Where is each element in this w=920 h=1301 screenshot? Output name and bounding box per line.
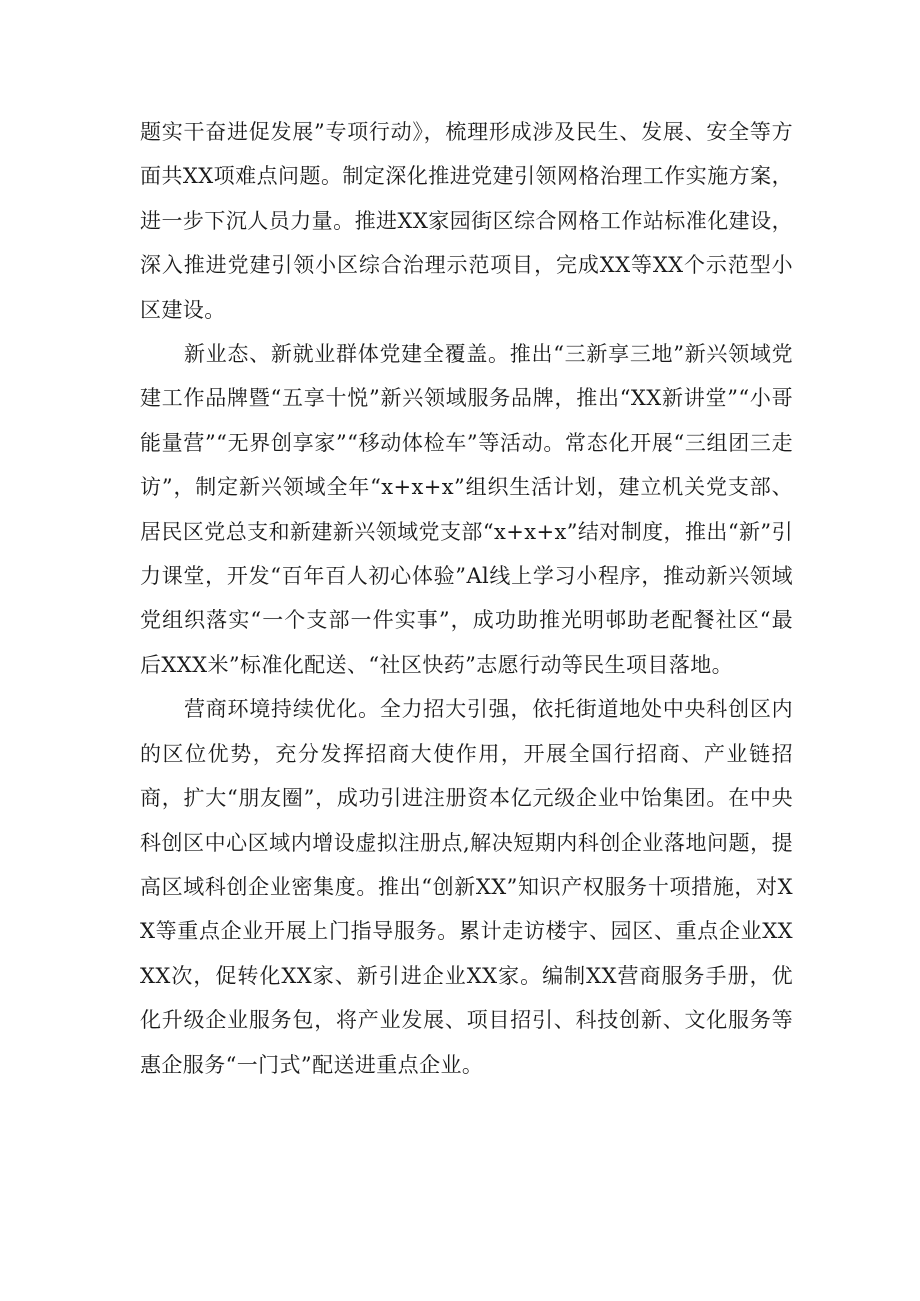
paragraph-continuation: 题实干奋进促发展”专项行动》，梳理形成涉及民生、发展、安全等方面共XX项难点问题。制定深化推进党建引领网格治理工作实施方案，进一步下沉人员力量。推进XX家园街区综合网格工作站标准化建设，深入推进党建引领小区综合治理示范项目，完成XX等XX个示范型小区建设。 [140, 120, 793, 322]
paragraph-new-business-party-building: 新业态、新就业群体党建全覆盖。推出“三新享三地”新兴领域党建工作品牌暨“五享十悦”新兴领域服务品牌，推出“XX新讲堂”“小哥能量营”“无界创享家”“移动体检车”等活动。常态化开展“三组团三走访”，制定新兴领域全年“x+x+x”组织生活计划，建立机关党支部、居民区党总支和新建新兴领域党支部“x+x+x”结对制度，推出“新”引力课堂，开发“百年百人初心体验”Al线上学习小程序，推动新兴领域党组织落实“一个支部一件实事”，成功助推光明邨助老配餐社区“最后XXX米”标准化配送、“社区快药”志愿行动等民生项目落地。 [140, 342, 793, 677]
document-body [140, 110, 793, 1087]
paragraph-business-environment: 营商环境持续优化。全力招大引强，依托街道地处中央科创区内的区位优势，充分发挥招商大使作用，开展全国行招商、产业链招商，扩大“朋友圈”，成功引进注册资本亿元级企业中饴集团。在中央科创区中心区域内增设虚拟注册点,解决短期内科创企业落地问题，提高区域科创企业密集度。推出“创新XX”知识产权服务十项措施，对XX等重点企业开展上门指导服务。累计走访楼宇、园区、重点企业XXXX次，促转化XX家、新引进企业XX家。编制XX营商服务手册，优化升级企业服务包，将产业发展、项目招引、科技创新、文化服务等惠企服务“一门式”配送进重点企业。 [140, 697, 793, 1077]
